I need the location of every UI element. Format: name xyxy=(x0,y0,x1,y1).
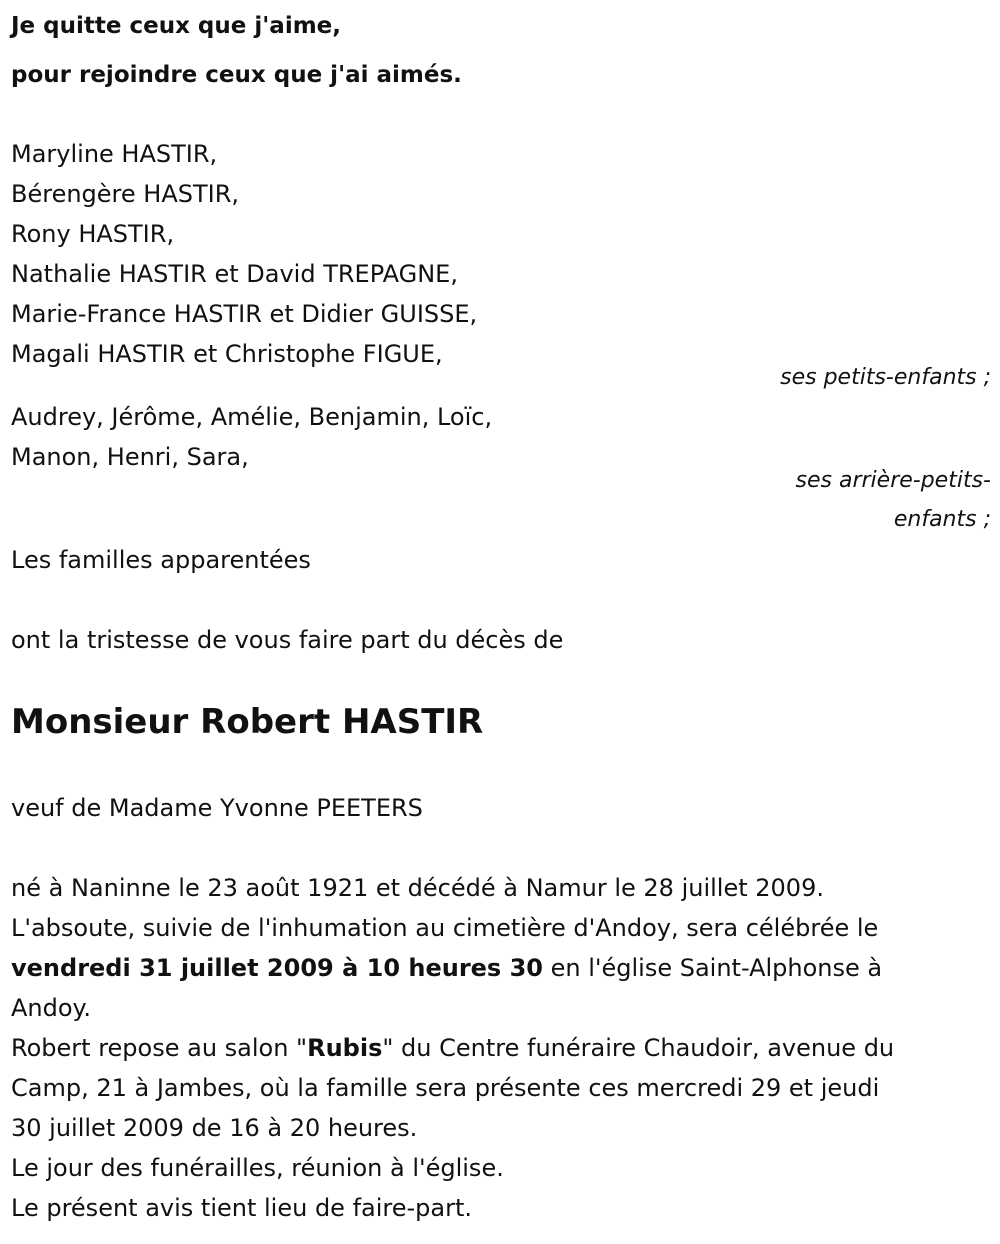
birth-death: né à Naninne le 23 août 1921 et décédé à Namur le 28 juillet 2009. xyxy=(11,874,824,902)
great-grandchildren-role: ses arrière-petits- xyxy=(795,468,991,493)
ceremony-place: en l'église Saint-Alphonse à xyxy=(542,954,883,982)
great-grandchild-names: Manon, Henri, Sara, xyxy=(11,443,249,471)
grandchild-name: Nathalie HASTIR et David TREPAGNE, xyxy=(11,260,458,288)
salon-address: Camp, 21 à Jambes, où la famille sera présente ces mercredi 29 et jeudi xyxy=(11,1074,880,1102)
widower-of: veuf de Madame Yvonne PEETERS xyxy=(11,794,423,822)
deceased-name: Monsieur Robert HASTIR xyxy=(11,702,484,742)
grandchild-name: Magali HASTIR et Christophe FIGUE, xyxy=(11,340,443,368)
grandchild-name: Maryline HASTIR, xyxy=(11,140,218,168)
epigraph-line-2: pour rejoindre ceux que j'ai aimés. xyxy=(11,62,462,88)
visiting-hours: 30 juillet 2009 de 16 à 20 heures. xyxy=(11,1114,418,1142)
ceremony-date: vendredi 31 juillet 2009 à 10 heures 30 xyxy=(11,954,543,982)
great-grandchildren-role: enfants ; xyxy=(893,507,991,532)
funeral-meeting: Le jour des funérailles, réunion à l'église. xyxy=(11,1154,504,1182)
ceremony-place-end: Andoy. xyxy=(11,994,91,1022)
salon-line xyxy=(11,1028,894,1068)
ceremony-line: L'absoute, suivie de l'inhumation au cimetière d'Andoy, sera célébrée le xyxy=(11,914,879,942)
grandchild-name: Bérengère HASTIR, xyxy=(11,180,240,208)
salon-prefix: Robert repose au salon " xyxy=(11,1034,308,1062)
grandchild-name: Rony HASTIR, xyxy=(11,220,175,248)
notice-statement: Le présent avis tient lieu de faire-part. xyxy=(11,1194,473,1222)
ceremony-date-line xyxy=(11,948,882,988)
epigraph-line-1: Je quitte ceux que j'aime, xyxy=(11,13,342,39)
great-grandchild-names: Audrey, Jérôme, Amélie, Benjamin, Loïc, xyxy=(11,403,493,431)
announcement: ont la tristesse de vous faire part du décès de xyxy=(11,626,564,654)
salon-name: Rubis xyxy=(307,1034,383,1062)
grandchildren-role: ses petits-enfants ; xyxy=(780,365,991,390)
salon-suffix: " du Centre funéraire Chaudoir, avenue du xyxy=(382,1034,895,1062)
grandchild-name: Marie-France HASTIR et Didier GUISSE, xyxy=(11,300,478,328)
related-families: Les familles apparentées xyxy=(11,546,311,574)
